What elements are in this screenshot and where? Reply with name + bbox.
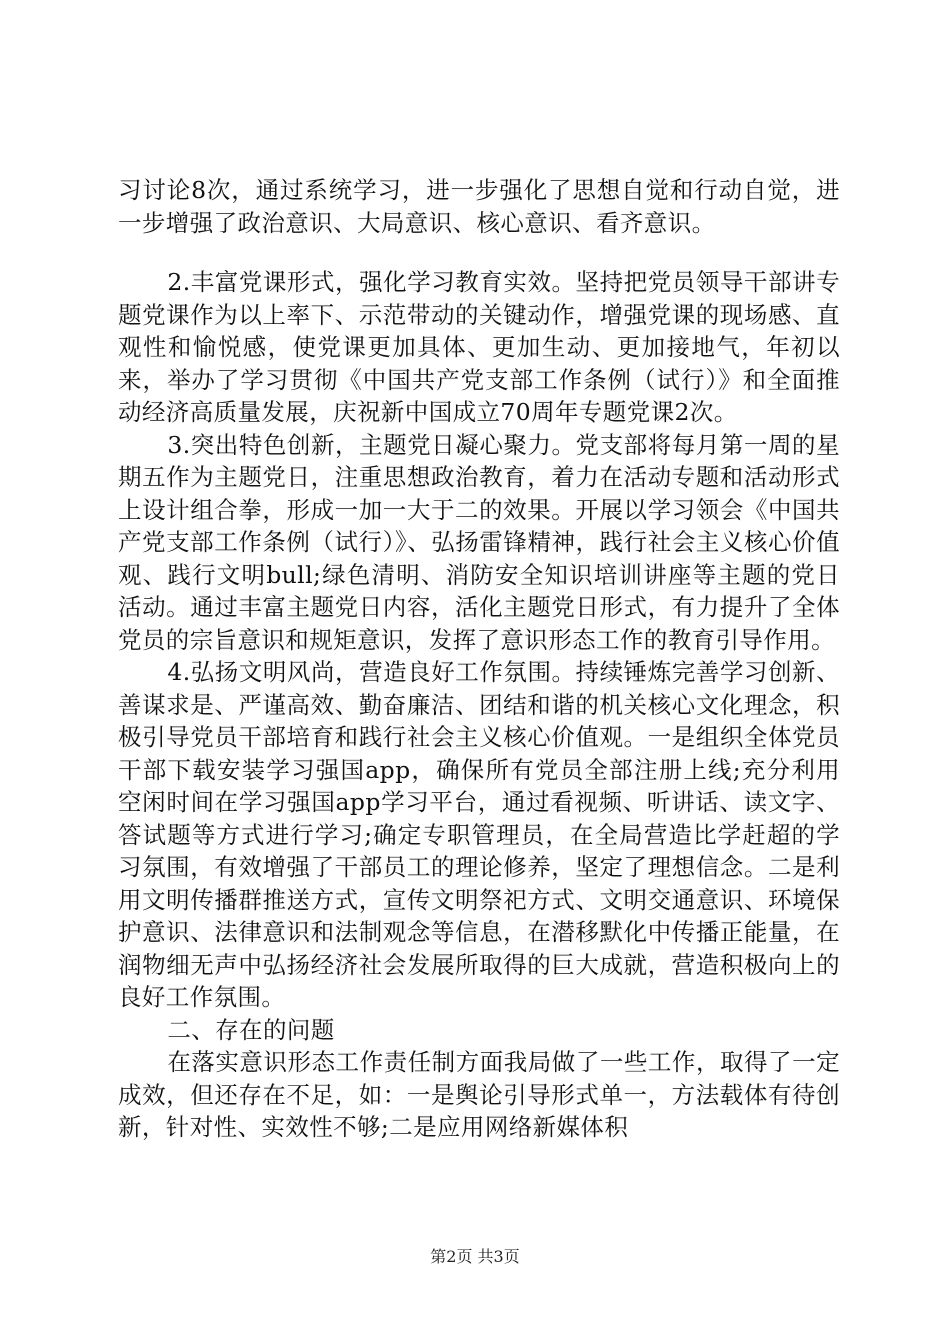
paragraph-item-4: 4.弘扬文明风尚，营造良好工作氛围。持续锤炼完善学习创新、善谋求是、严谨高效、勤奋廉洁、团结和谐的机关核心文化理念，积极引导党员干部培育和践行社会主义核心价值观。一是组织全体党员干部下载安装学习强国app，确保所有党员全部注册上线;充分利用空闲时间在学习强国app学习平台，通过看视频、听讲话、读文字、答试题等方式进行学习;确定专职管理员，在全局营造比学赶超的学习氛围，有效增强了干部员工的理论修养，坚定了理想信念。二是利用文明传播群推送方式，宣传文明祭祀方式、文明交通意识、环境保护意识、法律意识和法制观念等信息，在潜移默化中传播正能量，在润物细无声中弘扬经济社会发展所取得的巨大成就，营造积极向上的良好工作氛围。 [118,658,840,1011]
document-body [118,174,840,1144]
paragraph-item-3: 3.突出特色创新，主题党日凝心聚力。党支部将每月第一周的星期五作为主题党日，注重思想政治教育，着力在活动专题和活动形式上设计组合拳，形成一加一大于二的效果。开展以学习领会《中国共产党支部工作条例（试行）》、弘扬雷锋精神，践行社会主义核心价值观、践行文明bull;绿色清明、消防安全知识培训讲座等主题的党日活动。通过丰富主题党日内容，活化主题党日形式，有力提升了全体党员的宗旨意识和规矩意识，发挥了意识形态工作的教育引导作用。 [118,430,840,654]
section-heading-problems: 二、存在的问题 [167,1015,335,1044]
page-footer: 第2页 共3页 [430,1247,520,1266]
paragraph-continuation: 习讨论8次，通过系统学习，进一步强化了思想自觉和行动自觉，进一步增强了政治意识、大局意识、核心意识、看齐意识。 [118,176,840,237]
paragraph-problems: 在落实意识形态工作责任制方面我局做了一些工作，取得了一定成效，但还存在不足，如：一是舆论引导形式单一，方法载体有待创新，针对性、实效性不够;二是应用网络新媒体积 [118,1048,840,1141]
paragraph-item-2: 2.丰富党课形式，强化学习教育实效。坚持把党员领导干部讲专题党课作为以上率下、示范带动的关键动作，增强党课的现场感、直观性和愉悦感，使党课更加具体、更加生动、更加接地气，年初以来，举办了学习贯彻《中国共产党支部工作条例（试行）》和全面推动经济高质量发展，庆祝新中国成立70周年专题党课2次。 [118,268,840,426]
